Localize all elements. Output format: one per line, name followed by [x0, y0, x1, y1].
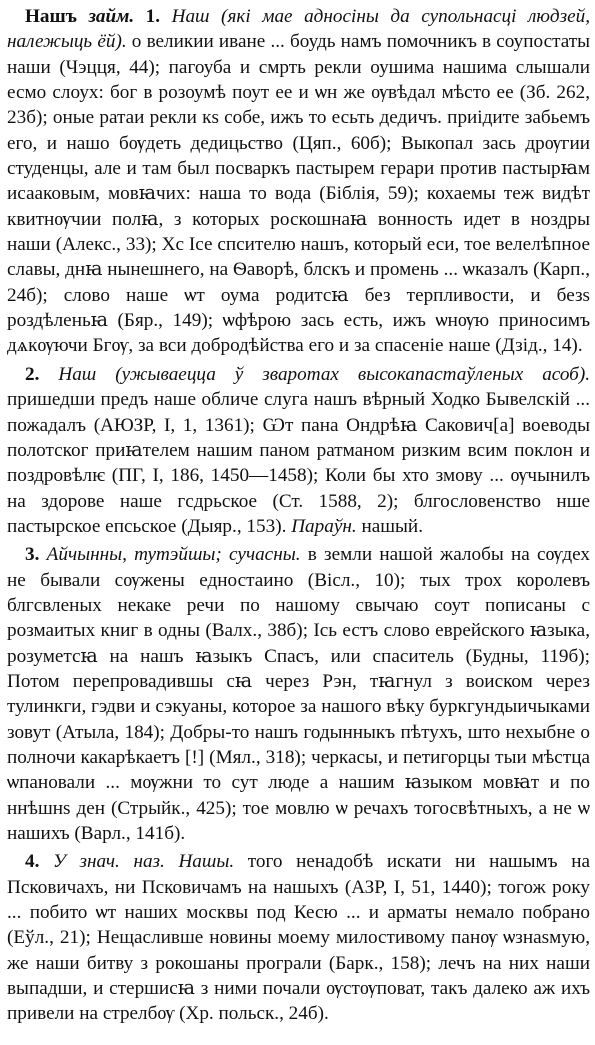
entry-section-4 [7, 849, 590, 1026]
section-gloss: Наш (ужываецца ў зваротах высокапастаўленых асоб). [58, 363, 590, 385]
headword: Нашъ [25, 6, 77, 27]
section-number: 4. [25, 851, 40, 873]
section-citations: в земли нашой жалобы на сѹдех не бывали сѹжены едностаино (Вісл., 10); тых трох королевъ блгсвленых некаке речи по нашому свычаю соут пописаны с розмаитых книг в одны (Валх., 38б); Ісь естъ слово еврейского ꙗзыка, розуметсꙗ на нашъ ꙗзыкъ Спасъ, или спаситель (Будны, 119б); Потом перепровадившы сꙗ через Рэн, тꙗгнул з воиском через тулинкги, гэдви и сэкуаны, которое за нашого вѣку буркгундыичыками зовут (Атыла, 184); Добры-то нашъ годынныкъ пѣтухъ, што нехыбне о полночи какарѣкаетъ [!] (Мял., 318); черкасы, и петигорцы тыи мѣстца ѡпановали ... мѹжни то сут люде а нашим ꙗзыком мовꙗт и по ннѣшнѕ ден (Стрыйк., 425); тое мовлю ѡ речахъ тогосвѣтныхъ, а не ѡ нашихъ (Варл., 141б). [7, 544, 590, 844]
section-citations: пришедши предъ наше обличе слуга нашъ вѣрный Ходко Бывелскій ... пожадалъ (АЮЗР, І, 1, 1361); Ѡт пана Ондрѣꙗ Сакович[а] воеводы полотског приꙗтелем нашим паном ратманом ризким всим поклон и поздровѣлѥ (ПГ, І, 186, 1450—1458); Коли бы хто змову ... ѹчынилъ на здорове наше гсдрьское (Ст. 1588, 2); блгословенство нше пастырское епсьское (Дыяр., 153). [7, 389, 590, 537]
section-number: 1. [145, 6, 161, 27]
section-label: займ. [88, 6, 135, 27]
dictionary-article [7, 4, 590, 1030]
section-gloss: У знач. наз. Нашы. [53, 851, 235, 873]
section-number: 3. [25, 544, 40, 566]
section-number: 2. [25, 363, 40, 385]
see-also-label: Параўн. [291, 515, 357, 537]
section-gloss: Айчынны, тутэйшы; сучасны. [46, 544, 301, 566]
section-citations: того ненадобѣ искати ни нашымъ на Псковичахъ, ни Псковичамъ на нашыхъ (АЗР, І, 51, 1440); тогож року ... побито ѡт наших москвы под Кесю ... и армaты немало побрано (Еўл., 21); Нещасливше новины моему милостивому панѹ ѡзнаѕмую, же наши битву з рокошаны програли (Барк., 158); лечъ на них наши выпадши, и стершисꙗ з ними почали ѹстѹповат, такъ далеко аж ихъ привели на стрелбѹ (Хр. польск., 24б). [7, 851, 591, 1025]
entry-section-1 [7, 4, 590, 359]
section-gloss: Наш (які мае адносіны да супольнасці людзей, належыць ёй). [7, 6, 590, 53]
section-citations: о великии иване ... боудь намъ помочникъ в соупостаты наши (Чэцця, 44); пагоуба и смрть рекли оушима нашима слышали есмо слоух: бог в розоумѣ поут ее и ѡн же ѹвѣдал мѣсто ее (Зб. 262, 23б); оные ратаи рекли кѕ собе, ижъ то есьть дедичъ. приідите забьемъ его, и нашо бѹдеть дедицьство (Цяп., 60б); Выкопал зась дрѹгии студенцы, але и там был посваркъ пастырем герари против пастырꙗм исааковым, мовꙗчих: наша то вода (Біблія, 59); кохаемы теж видѣт квитнѹчии полꙗ, з которых роскошнаꙗ вонность идет в ноздры наши (Алекс., 33); Хс Ісе спсителю нашъ, который еси, тое велелѣпное славы, днꙗ нынешнего, на Ѳаворѣ, блскъ и промень ... ѡказалъ (Карп., 24б); слово наше ѡт оума родитсꙗ без терпливости, и безѕ роздѣленьꙗ (Бяр., 149); ѡфѣрою зась есть, ижъ ѡнѹю приносимъ дѧкѹючи Бгѹ, за вси добродѣйства его и за спасеніе наше (Дзід., 14). [7, 31, 590, 357]
see-also-text: нашый. [356, 515, 423, 537]
entry-section-2 [7, 362, 590, 539]
entry-section-3 [7, 542, 590, 846]
